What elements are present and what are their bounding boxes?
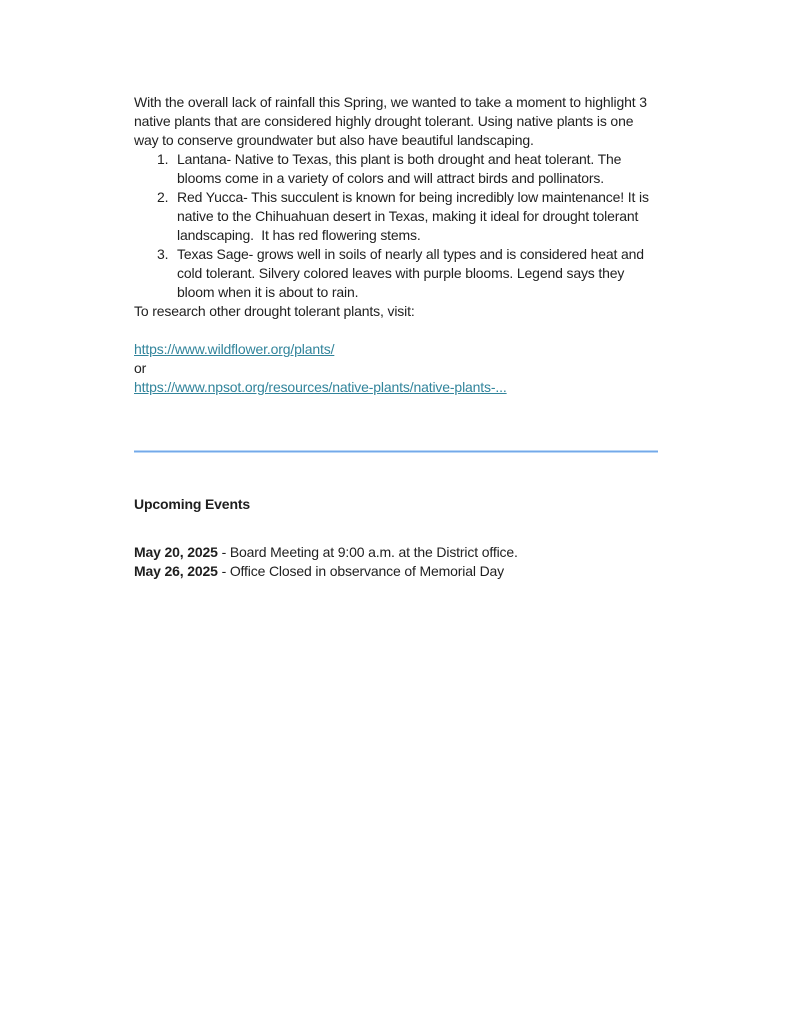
list-item-text: Red Yucca- This succulent is known for being incredibly low maintenance! It is native to the Chihuahuan desert in Texas, making it ideal for drought tolerant landscaping. It has red flowering stems.	[177, 189, 653, 243]
list-item	[134, 150, 658, 188]
links-block	[134, 340, 658, 397]
list-item-text: Lantana- Native to Texas, this plant is both drought and heat tolerant. The blooms come in a variety of colors and will attract birds and pollinators.	[177, 151, 626, 186]
events-list	[134, 543, 658, 581]
document-content	[134, 93, 658, 581]
list-item-text: Texas Sage- grows well in soils of nearly all types and is considered heat and cold tolerant. Silvery colored leaves with purple blooms. Legend says they bloom when it is about to rain.	[177, 246, 648, 300]
intro-paragraph: With the overall lack of rainfall this Spring, we wanted to take a moment to highlight 3 native plants that are considered highly drought tolerant. Using native plants is one way to conserve groundwater but also have beautiful landscaping.	[134, 94, 647, 148]
event-description: - Board Meeting at 9:00 a.m. at the District office.	[217, 544, 518, 560]
upcoming-events-heading: Upcoming Events	[134, 496, 250, 512]
list-item-number: 1.	[157, 151, 169, 167]
research-prompt: To research other drought tolerant plants, visit:	[134, 303, 415, 319]
npsot-link[interactable]: https://www.npsot.org/resources/native-plants/native-plants-...	[134, 379, 507, 395]
event-item	[134, 562, 658, 581]
section-divider	[134, 450, 658, 453]
list-item	[134, 245, 658, 302]
list-item-number: 3.	[157, 246, 169, 262]
list-item	[134, 188, 658, 245]
event-date: May 26, 2025	[134, 563, 218, 579]
event-item	[134, 543, 658, 562]
event-date: May 20, 2025	[134, 544, 218, 560]
event-description: - Office Closed in observance of Memorial Day	[217, 563, 505, 579]
wildflower-link[interactable]: https://www.wildflower.org/plants/	[134, 341, 335, 357]
or-text: or	[134, 360, 147, 376]
list-item-number: 2.	[157, 189, 169, 205]
plant-list	[134, 150, 658, 302]
